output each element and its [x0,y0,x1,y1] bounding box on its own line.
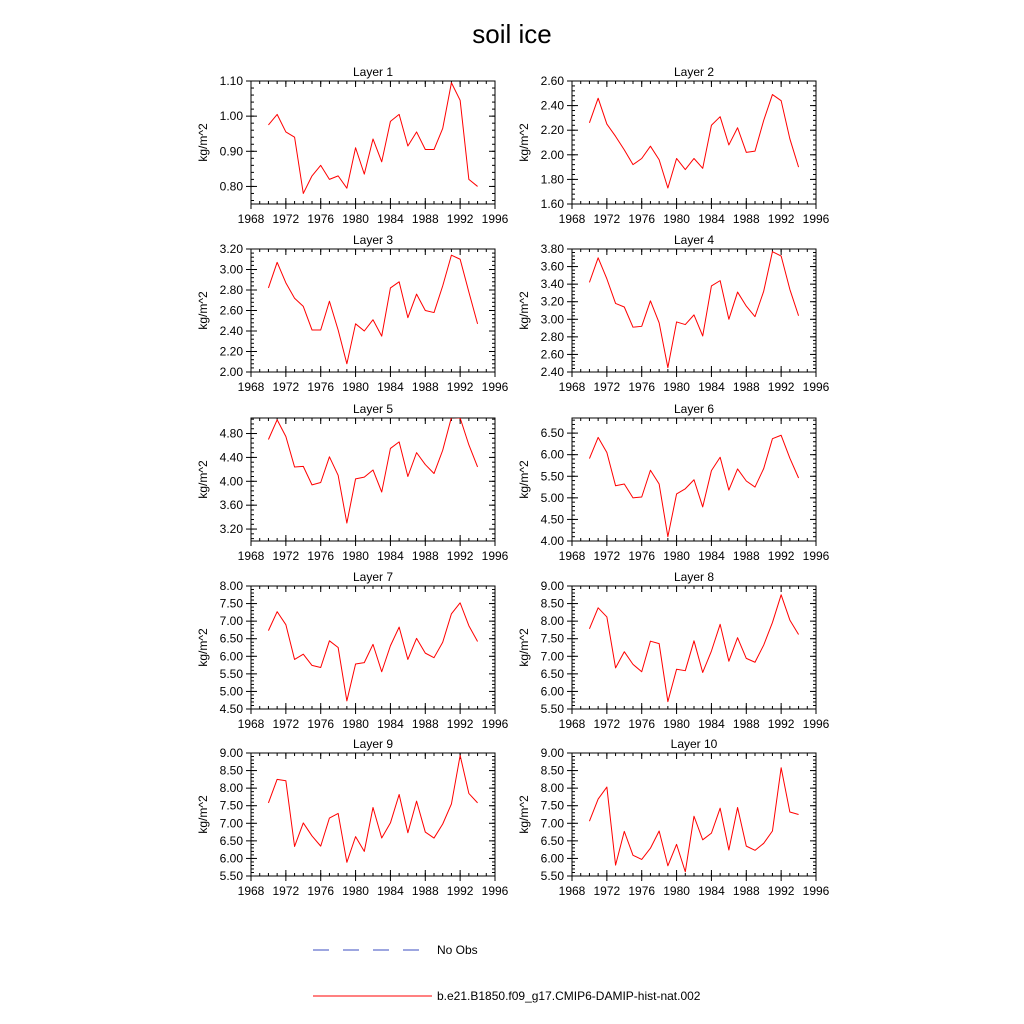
series-line [268,755,477,862]
x-tick-label: 1996 [481,212,509,226]
y-tick-label: 3.20 [540,294,564,309]
y-tick-label: 4.40 [219,450,243,465]
y-tick-label: 6.00 [540,851,564,866]
x-tick-label: 1992 [767,212,795,226]
y-tick-label: 6.50 [219,833,243,848]
y-tick-label: 4.50 [540,512,564,527]
y-tick-label: 6.50 [540,833,564,848]
x-tick-label: 1984 [377,884,404,898]
x-tick-label: 1988 [411,884,439,898]
y-axis-label: kg/m^2 [196,628,210,667]
panel-10 [517,737,830,898]
series-line [589,252,798,368]
y-tick-label: 4.00 [540,534,564,548]
y-tick-label: 6.50 [219,631,243,646]
x-tick-label: 1968 [558,717,586,731]
x-tick-label: 1976 [307,884,335,898]
x-tick-label: 1968 [558,212,586,226]
x-tick-label: 1988 [732,212,760,226]
panel-5 [196,402,509,563]
x-tick-label: 1996 [481,380,509,394]
x-tick-label: 1976 [307,717,335,731]
y-tick-label: 5.00 [219,684,243,699]
x-tick-label: 1996 [481,549,509,563]
y-tick-label: 7.00 [219,614,243,629]
x-tick-label: 1996 [802,549,830,563]
x-tick-label: 1980 [342,380,369,394]
legend-label-no-obs: No Obs [437,943,478,957]
x-tick-label: 1996 [802,380,830,394]
y-tick-label: 7.00 [219,816,243,831]
y-tick-label: 2.60 [540,347,564,362]
x-tick-label: 1980 [342,717,369,731]
y-tick-label: 6.50 [540,666,564,681]
series-line [589,95,798,188]
y-tick-label: 2.00 [540,147,564,162]
y-tick-label: 6.00 [540,447,564,462]
y-tick-label: 2.40 [540,98,564,113]
y-tick-label: 6.00 [540,684,564,699]
y-tick-label: 3.20 [219,242,243,256]
x-tick-label: 1996 [802,884,830,898]
panel-title: Layer 6 [673,402,715,416]
y-tick-label: 2.00 [219,365,243,379]
y-tick-label: 2.40 [219,324,243,338]
panel-title: Layer 4 [673,233,715,247]
x-tick-label: 1976 [307,212,335,226]
x-tick-label: 1996 [802,212,830,226]
x-tick-label: 1968 [558,884,586,898]
x-tick-label: 1988 [411,717,439,731]
y-axis-label: kg/m^2 [196,123,210,162]
panel-title: Layer 9 [352,737,394,751]
x-tick-label: 1980 [663,884,690,898]
x-tick-label: 1972 [593,884,621,898]
panel-4 [517,233,830,394]
y-tick-label: 2.20 [540,123,564,138]
series-line [268,255,477,364]
x-tick-label: 1972 [272,549,300,563]
x-tick-label: 1976 [628,549,656,563]
y-tick-label: 8.00 [219,781,243,796]
x-tick-label: 1972 [272,212,300,226]
y-tick-label: 8.00 [540,781,564,796]
y-tick-label: 3.40 [540,277,564,292]
y-axis-label: kg/m^2 [517,123,531,162]
panel-1 [196,65,509,226]
y-tick-label: 3.60 [219,498,243,513]
x-tick-label: 1980 [342,549,369,563]
y-tick-label: 7.00 [540,816,564,831]
x-tick-label: 1984 [698,717,725,731]
plot-frame [251,418,495,541]
y-tick-label: 0.90 [219,144,243,159]
y-tick-label: 5.50 [540,869,564,883]
y-tick-label: 8.50 [540,763,564,778]
x-tick-label: 1984 [698,212,725,226]
x-tick-label: 1968 [237,212,265,226]
x-tick-label: 1980 [663,549,690,563]
panel-6 [517,402,830,563]
x-tick-label: 1980 [342,884,369,898]
x-tick-label: 1972 [272,884,300,898]
y-axis-label: kg/m^2 [517,795,531,834]
x-tick-label: 1972 [593,549,621,563]
y-tick-label: 2.40 [540,365,564,379]
x-tick-label: 1976 [628,212,656,226]
panel-8 [517,570,830,731]
x-tick-label: 1984 [698,549,725,563]
y-tick-label: 5.50 [219,869,243,883]
panel-title: Layer 2 [673,65,715,79]
x-tick-label: 1984 [377,717,404,731]
x-tick-label: 1968 [237,549,265,563]
y-tick-label: 4.00 [219,474,243,489]
x-tick-label: 1992 [446,212,474,226]
series-line [268,83,477,194]
y-axis-label: kg/m^2 [517,291,531,330]
y-tick-label: 8.00 [540,614,564,629]
x-tick-label: 1988 [411,380,439,394]
x-tick-label: 1988 [732,380,760,394]
x-tick-label: 1988 [732,717,760,731]
x-tick-label: 1980 [663,380,690,394]
x-tick-label: 1980 [663,212,690,226]
x-tick-label: 1992 [767,717,795,731]
series-line [589,435,798,536]
series-line [268,417,477,523]
y-tick-label: 3.80 [540,242,564,256]
x-tick-label: 1976 [628,380,656,394]
x-tick-label: 1992 [446,380,474,394]
x-tick-label: 1968 [237,884,265,898]
panel-2 [517,65,830,226]
y-tick-label: 7.50 [219,798,243,813]
x-tick-label: 1988 [732,884,760,898]
x-tick-label: 1980 [342,212,369,226]
y-tick-label: 7.50 [219,596,243,611]
y-tick-label: 8.50 [540,596,564,611]
y-tick-label: 2.80 [219,283,243,297]
x-tick-label: 1996 [481,884,509,898]
y-axis-label: kg/m^2 [196,291,210,330]
plot-frame [251,81,495,204]
y-tick-label: 8.50 [219,763,243,778]
y-tick-label: 8.00 [219,579,243,593]
x-tick-label: 1972 [593,212,621,226]
x-tick-label: 1972 [593,380,621,394]
legend-label-model: b.e21.B1850.f09_g17.CMIP6-DAMIP-hist-nat.002 [437,989,701,1003]
panel-title: Layer 1 [352,65,394,79]
y-tick-label: 2.60 [540,74,564,88]
x-tick-label: 1968 [558,380,586,394]
x-tick-label: 1988 [411,212,439,226]
x-tick-label: 1992 [767,380,795,394]
x-tick-label: 1972 [272,717,300,731]
panel-title: Layer 7 [352,570,394,584]
x-tick-label: 1988 [411,549,439,563]
y-axis-label: kg/m^2 [196,795,210,834]
x-tick-label: 1996 [802,717,830,731]
x-tick-label: 1988 [732,549,760,563]
plot-frame [251,753,495,876]
y-tick-label: 0.80 [219,179,243,194]
x-tick-label: 1984 [698,380,725,394]
y-tick-label: 7.00 [540,649,564,664]
y-axis-label: kg/m^2 [196,460,210,499]
y-tick-label: 5.50 [540,702,564,716]
x-tick-label: 1976 [307,549,335,563]
panel-title: Layer 10 [670,737,718,751]
x-tick-label: 1976 [628,884,656,898]
y-tick-label: 9.00 [540,579,564,593]
y-tick-label: 9.00 [219,746,243,760]
panel-title: Layer 8 [673,570,715,584]
panel-title: Layer 5 [352,402,394,416]
x-tick-label: 1968 [237,380,265,394]
x-tick-label: 1992 [446,884,474,898]
y-tick-label: 5.00 [540,490,564,505]
y-tick-label: 7.50 [540,631,564,646]
y-axis-label: kg/m^2 [517,460,531,499]
x-tick-label: 1992 [446,549,474,563]
y-tick-label: 3.00 [219,262,243,277]
x-tick-label: 1968 [237,717,265,731]
x-tick-label: 1992 [767,549,795,563]
x-tick-label: 1972 [593,717,621,731]
y-tick-label: 9.00 [540,746,564,760]
y-tick-label: 2.80 [540,329,564,344]
x-tick-label: 1976 [628,717,656,731]
panel-3 [196,233,509,394]
x-tick-label: 1972 [272,380,300,394]
plot-frame [572,753,816,876]
x-tick-label: 1984 [377,380,404,394]
panel-7 [196,570,509,731]
series-line [589,595,798,702]
y-tick-label: 1.60 [540,197,564,211]
y-tick-label: 6.00 [219,649,243,664]
x-tick-label: 1984 [377,549,404,563]
y-tick-label: 3.00 [540,312,564,327]
y-tick-label: 2.20 [219,344,243,359]
y-tick-label: 1.10 [219,74,243,88]
legend [313,943,701,1003]
x-tick-label: 1976 [307,380,335,394]
y-axis-label: kg/m^2 [517,628,531,667]
y-tick-label: 3.20 [219,522,243,537]
y-tick-label: 1.80 [540,172,564,187]
x-tick-label: 1984 [698,884,725,898]
plot-frame [251,249,495,372]
y-tick-label: 4.50 [219,702,243,716]
plot-frame [572,586,816,709]
x-tick-label: 1992 [767,884,795,898]
x-tick-label: 1980 [663,717,690,731]
y-tick-label: 5.50 [219,666,243,681]
y-tick-label: 6.00 [219,851,243,866]
panel-title: Layer 3 [352,233,394,247]
y-tick-label: 3.60 [540,259,564,274]
x-tick-label: 1968 [558,549,586,563]
y-tick-label: 5.50 [540,469,564,484]
y-tick-label: 7.50 [540,798,564,813]
y-tick-label: 6.50 [540,426,564,441]
panels [196,65,830,898]
x-tick-label: 1992 [446,717,474,731]
y-tick-label: 1.00 [219,109,243,124]
figure-title: soil ice [472,19,552,49]
x-tick-label: 1996 [481,717,509,731]
series-line [589,768,798,872]
y-tick-label: 2.60 [219,303,243,318]
plot-frame [572,249,816,372]
panel-9 [196,737,509,898]
series-line [268,603,477,701]
y-tick-label: 4.80 [219,426,243,441]
x-tick-label: 1984 [377,212,404,226]
